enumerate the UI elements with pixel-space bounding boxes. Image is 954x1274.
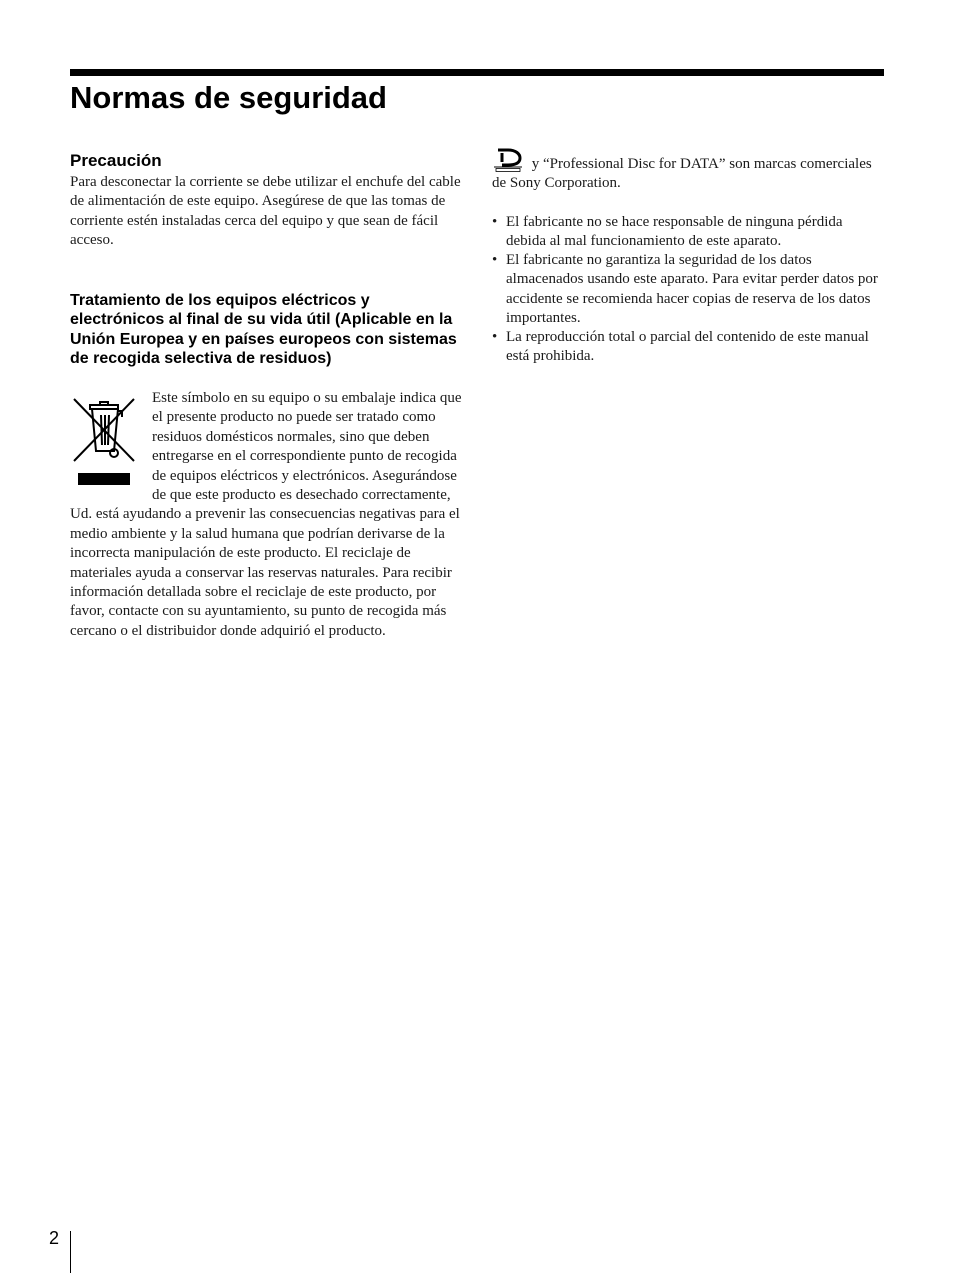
bullet-marker: •: [492, 252, 498, 269]
disclaimer-list: [492, 213, 884, 367]
crossed-out-wheelie-bin-icon: [70, 391, 140, 487]
list-item: [492, 213, 884, 251]
bullet-marker: •: [492, 329, 498, 346]
left-column: [70, 150, 462, 641]
weee-text: Este símbolo en su equipo o su embalaje indica que el presente producto no puede ser tratado como residuos domésticos normales, sino que deben entregarse en el correspondiente punto de recogida de equipos eléctricos y electrónicos. Asegurándose de que este producto es desechado correctamente, Ud. está ayudando a prevenir las consecuencias negativas para el medio ambiente y la salud humana que podrían derivarse de la incorrecta manipulación de este producto. El reciclaje de materiales ayuda a conservar las reservas naturales. Para recibir información detallada sobre el reciclaje de este producto, por favor, contacte con su ayuntamiento, su punto de recogida más cercano o el distribuidor donde adquirió el producto.: [70, 390, 462, 639]
list-item-text: La reproducción total o parcial del contenido de este manual está prohibida.: [506, 329, 869, 365]
weee-heading: Tratamiento de los equipos eléctricos y electrónicos al final de su vida útil (Aplicable en la Unión Europea y en países europeos con sistemas de recogida selectiva de residuos): [70, 291, 457, 368]
list-item-text: El fabricante no garantiza la seguridad de los datos almacenados usando este aparato. Para evitar perder datos por accidente se recomienda hacer copias de reserva de los datos importantes.: [506, 252, 878, 326]
bullet-marker: •: [492, 213, 498, 230]
page-number: 2: [49, 1228, 60, 1248]
list-item: [492, 251, 884, 328]
caution-text: Para desconectar la corriente se debe utilizar el enchufe del cable de alimentación de este equipo. Asegúrese de que las tomas de corriente estén instaladas cerca del equipo y que sean de fácil acceso.: [70, 174, 461, 249]
title-rule: [70, 69, 884, 76]
trademark-paragraph: [492, 148, 884, 194]
caution-section: [70, 150, 462, 251]
weee-body: [70, 389, 462, 641]
page-number-rule: [70, 1231, 71, 1273]
professional-disc-logo-icon: [492, 148, 524, 172]
list-item: [492, 328, 884, 366]
right-column: [492, 148, 884, 366]
page-title: Normas de seguridad: [70, 80, 387, 115]
caution-heading: Precaución: [70, 151, 162, 170]
trademark-text: y “Professional Disc for DATA” son marcas comerciales de Sony Corporation.: [492, 156, 872, 192]
weee-section: [70, 291, 462, 642]
list-item-text: El fabricante no se hace responsable de ninguna pérdida debida al mal funcionamiento de este aparato.: [506, 213, 843, 250]
